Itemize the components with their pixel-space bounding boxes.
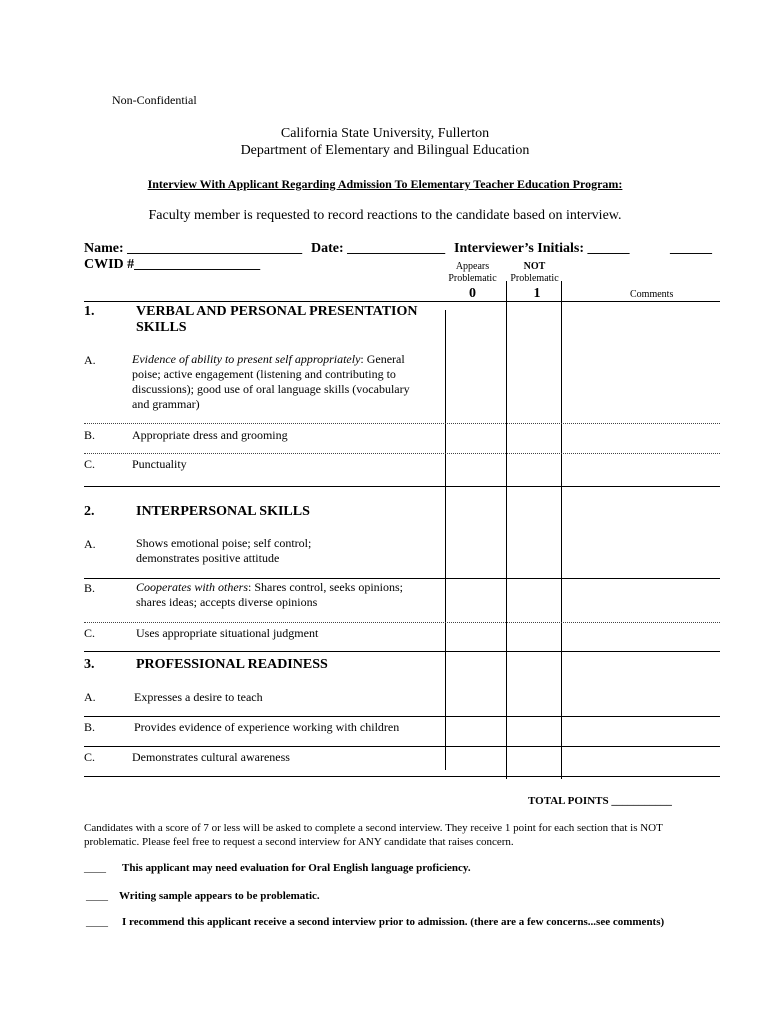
section-rule — [84, 486, 720, 487]
table-bottom-rule — [84, 776, 720, 777]
item-text: Punctuality — [132, 457, 187, 471]
column-divider — [506, 281, 507, 301]
second-interview-check-blank[interactable]: ____ — [86, 916, 108, 928]
score-one-header: 1 — [533, 286, 541, 301]
section-title: SKILLS — [136, 320, 187, 335]
column-divider — [561, 281, 562, 301]
section-number: 2. — [84, 504, 95, 519]
comments-header: Comments — [630, 289, 674, 300]
item-letter: B. — [84, 581, 96, 595]
row-rule — [84, 746, 720, 747]
section-number: 3. — [84, 657, 95, 672]
interviewer-initials-field[interactable]: Interviewer’s Initials: ______ — [454, 241, 630, 256]
name-field[interactable]: Name: _________________________ — [84, 241, 303, 256]
item-text: Expresses a desire to teach — [134, 690, 263, 704]
instruction-text: Faculty member is requested to record reactions to the candidate based on interview. — [148, 208, 622, 223]
classification-label: Non-Confidential — [112, 93, 197, 107]
item-description — [132, 352, 417, 412]
row-rule — [84, 423, 720, 424]
item-text: Demonstrates cultural awareness — [132, 750, 290, 764]
cwid-field[interactable]: CWID #__________________ — [84, 257, 261, 272]
item-letter: C. — [84, 457, 96, 471]
item-text: : General poise; active engagement (listening and contributing to discussions); good use of oral language skills (vocabulary and grammar) — [132, 352, 410, 411]
university-name: California State University, Fullerton — [280, 126, 490, 141]
section-title: VERBAL AND PERSONAL PRESENTATION — [136, 304, 418, 319]
section-title: INTERPERSONAL SKILLS — [136, 504, 310, 519]
writing-sample-check-blank[interactable]: ____ — [86, 890, 108, 902]
row-rule — [84, 716, 720, 717]
row-rule — [84, 622, 720, 623]
item-text: Appropriate dress and grooming — [132, 428, 288, 442]
total-points-field[interactable]: TOTAL POINTS ___________ — [528, 795, 672, 807]
item-italic-lead: Cooperates with others — [136, 580, 249, 594]
scoring-note-line1: Candidates with a score of 7 or less will be asked to complete a second interview. They receive 1 point for each section that is NOT — [84, 822, 663, 834]
section-number: 1. — [84, 304, 95, 319]
item-letter: B. — [84, 428, 96, 442]
item-letter: C. — [84, 750, 96, 764]
appears-label-line2: Problematic — [448, 273, 497, 284]
column-divider-score1 — [506, 301, 507, 779]
table-top-rule — [84, 301, 720, 302]
date-field[interactable]: Date: ______________ — [311, 241, 446, 256]
item-letter: B. — [84, 720, 96, 734]
item-text: Provides evidence of experience working with children — [134, 720, 400, 734]
second-interview-check-text: I recommend this applicant receive a second interview prior to admission. (there are a few concerns...see comments) — [122, 916, 665, 928]
section-title: PROFESSIONAL READINESS — [136, 657, 328, 672]
extra-blank-field[interactable]: ______ — [670, 241, 712, 256]
item-letter: A. — [84, 690, 96, 704]
item-letter: C. — [84, 626, 96, 640]
appears-label-line1: Appears — [455, 261, 490, 272]
item-text: : Shares control, seeks opinions; shares ideas; accepts diverse opinions — [136, 580, 403, 609]
item-text: Uses appropriate situational judgment — [136, 626, 319, 640]
section-rule — [84, 651, 720, 652]
score-zero-header: 0 — [469, 286, 476, 301]
column-divider-score0 — [445, 310, 446, 770]
item-letter: A. — [84, 537, 96, 551]
column-divider-comments — [561, 301, 562, 779]
department-name: Department of Elementary and Bilingual Education — [240, 143, 530, 158]
item-italic-lead: Evidence of ability to present self appropriately — [132, 352, 361, 366]
item-text: Shows emotional poise; self control; demonstrates positive attitude — [136, 536, 312, 565]
row-rule — [84, 578, 720, 579]
item-letter: A. — [84, 353, 96, 367]
writing-sample-check-text: Writing sample appears to be problematic. — [119, 890, 320, 902]
form-title: Interview With Applicant Regarding Admission To Elementary Teacher Education Program: — [147, 177, 623, 191]
oral-english-check-blank[interactable]: ____ — [84, 862, 106, 874]
oral-english-check-text: This applicant may need evaluation for Oral English language proficiency. — [122, 862, 471, 874]
not-label-line2: Problematic — [510, 273, 559, 284]
not-label-line1: NOT — [523, 261, 546, 272]
row-rule — [84, 453, 720, 454]
scoring-note-line2: problematic. Please feel free to request a second interview for ANY candidate that raises concern. — [84, 836, 514, 848]
item-description — [136, 580, 426, 610]
